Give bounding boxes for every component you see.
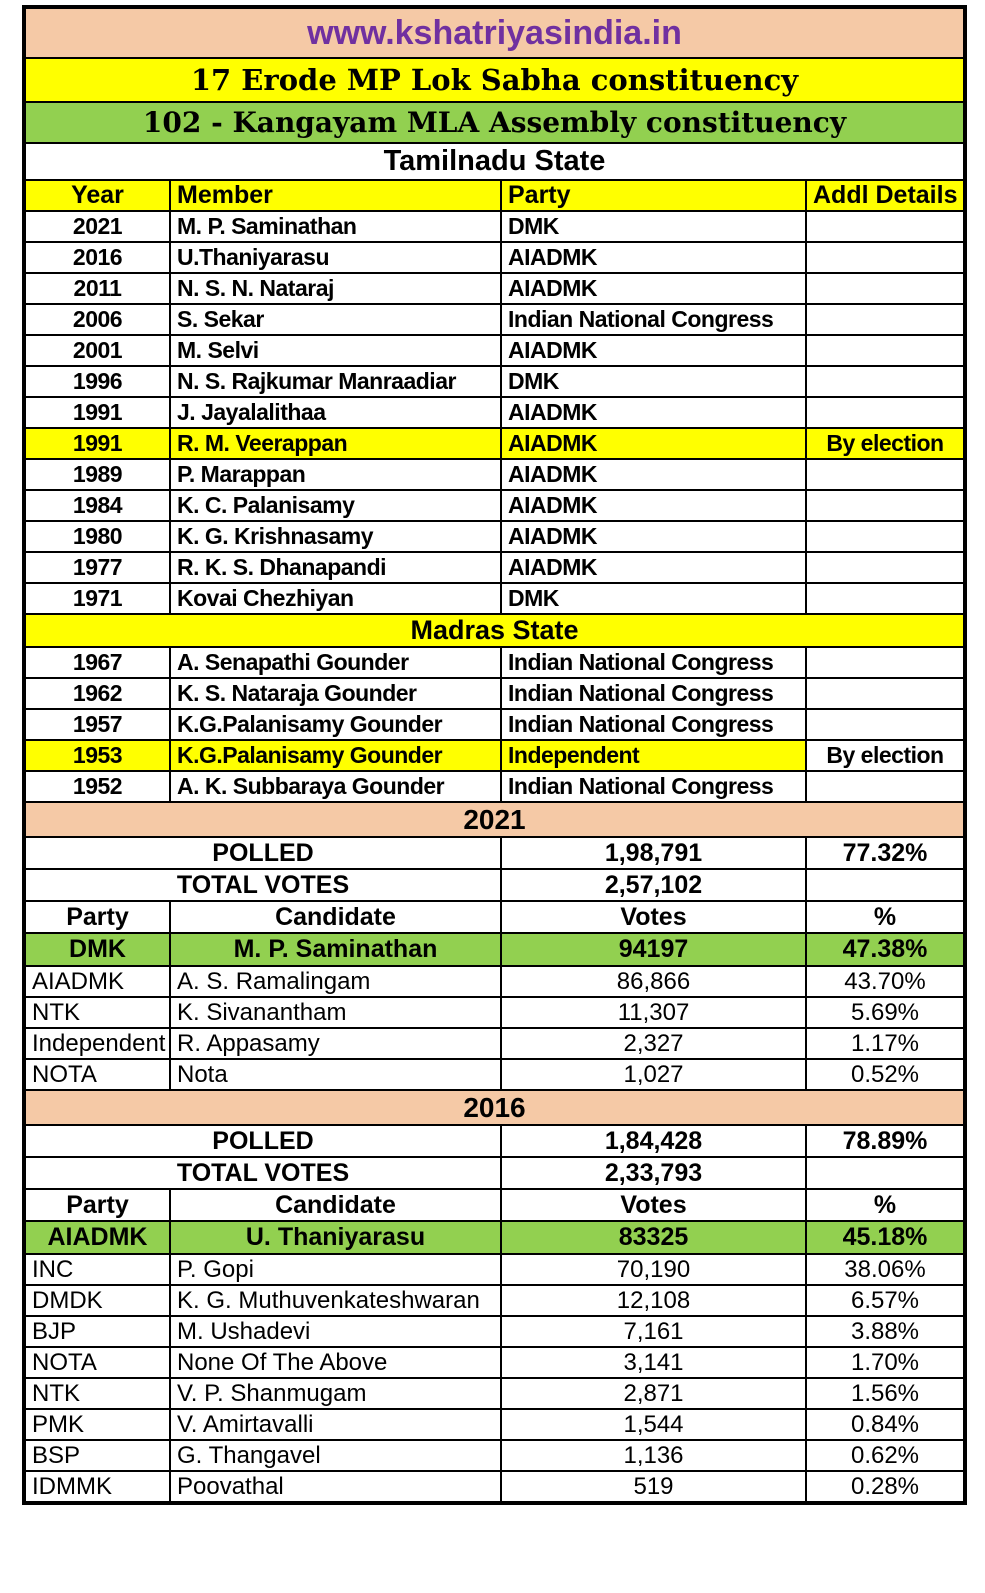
- year-header: Year: [24, 180, 170, 211]
- polled-row-2021: [24, 837, 965, 869]
- member-cell: A. Senapathi Gounder: [170, 647, 501, 678]
- party-cell: AIADMK: [501, 552, 806, 583]
- candidate-cell: A. S. Ramalingam: [170, 966, 501, 997]
- addl-cell: [806, 552, 965, 583]
- member-row: [24, 490, 965, 521]
- polled-votes: 1,98,791: [501, 837, 806, 869]
- election-2021-header-row: [24, 802, 965, 837]
- results-header-row-2016: [24, 1189, 965, 1221]
- member-row: [24, 397, 965, 428]
- winner-row-2016: [24, 1221, 965, 1254]
- total-votes-value: 2,33,793: [501, 1157, 806, 1189]
- candidate-cell: R. Appasamy: [170, 1028, 501, 1059]
- candidate-header: Candidate: [170, 901, 501, 933]
- year-cell: 2006: [24, 304, 170, 335]
- total-votes-pct: [806, 869, 965, 901]
- pct-cell: 0.52%: [806, 1059, 965, 1090]
- addl-cell: [806, 211, 965, 242]
- member-cell: K. G. Krishnasamy: [170, 521, 501, 552]
- member-row: [24, 709, 965, 740]
- addl-cell: [806, 304, 965, 335]
- member-cell: N. S. Rajkumar Manraadiar: [170, 366, 501, 397]
- party-cell: IDMMK: [24, 1471, 170, 1503]
- polled-pct: 77.32%: [806, 837, 965, 869]
- pct-cell: 1.70%: [806, 1347, 965, 1378]
- candidate-cell: V. Amirtavalli: [170, 1409, 501, 1440]
- site-banner-row: [24, 7, 965, 58]
- total-votes-value: 2,57,102: [501, 869, 806, 901]
- member-row: [24, 647, 965, 678]
- addl-cell: By election: [806, 428, 965, 459]
- madras-state-title: Madras State: [24, 614, 965, 647]
- party-cell: NTK: [24, 1378, 170, 1409]
- winner-pct: 47.38%: [806, 933, 965, 966]
- pct-cell: 0.84%: [806, 1409, 965, 1440]
- party-cell: Indian National Congress: [501, 771, 806, 802]
- votes-cell: 2,871: [501, 1378, 806, 1409]
- member-cell: K. C. Palanisamy: [170, 490, 501, 521]
- winner-votes: 83325: [501, 1221, 806, 1254]
- winner-party: AIADMK: [24, 1221, 170, 1254]
- member-cell: K. S. Nataraja Gounder: [170, 678, 501, 709]
- total-votes-label: TOTAL VOTES: [24, 1157, 501, 1189]
- party-cell: AIADMK: [501, 459, 806, 490]
- party-cell: AIADMK: [501, 428, 806, 459]
- candidate-cell: V. P. Shanmugam: [170, 1378, 501, 1409]
- member-row-byelection: [24, 740, 965, 771]
- winner-row-2021: [24, 933, 965, 966]
- candidate-cell: K. G. Muthuvenkateshwaran: [170, 1285, 501, 1316]
- addl-cell: [806, 273, 965, 304]
- member-cell: Kovai Chezhiyan: [170, 583, 501, 614]
- result-row: [24, 997, 965, 1028]
- member-row: [24, 583, 965, 614]
- year-cell: 1957: [24, 709, 170, 740]
- member-cell: J. Jayalalithaa: [170, 397, 501, 428]
- result-row: [24, 1028, 965, 1059]
- member-row-byelection: [24, 428, 965, 459]
- party-cell: AIADMK: [501, 397, 806, 428]
- result-row: [24, 1059, 965, 1090]
- party-cell: PMK: [24, 1409, 170, 1440]
- member-row: [24, 211, 965, 242]
- party-cell: DMK: [501, 211, 806, 242]
- result-row: [24, 1471, 965, 1503]
- pct-cell: 43.70%: [806, 966, 965, 997]
- candidate-cell: P. Gopi: [170, 1254, 501, 1285]
- state-title-row: [24, 143, 965, 180]
- candidate-cell: Nota: [170, 1059, 501, 1090]
- member-cell: M. Selvi: [170, 335, 501, 366]
- member-cell: S. Sekar: [170, 304, 501, 335]
- candidate-cell: None Of The Above: [170, 1347, 501, 1378]
- party-cell: Independent: [24, 1028, 170, 1059]
- party-cell: DMK: [501, 366, 806, 397]
- votes-cell: 11,307: [501, 997, 806, 1028]
- votes-cell: 3,141: [501, 1347, 806, 1378]
- result-row: [24, 966, 965, 997]
- party-cell: AIADMK: [24, 966, 170, 997]
- candidate-cell: K. Sivanantham: [170, 997, 501, 1028]
- year-cell: 2011: [24, 273, 170, 304]
- pct-header: %: [806, 1189, 965, 1221]
- member-row: [24, 304, 965, 335]
- addl-cell: By election: [806, 740, 965, 771]
- addl-cell: [806, 490, 965, 521]
- addl-cell: [806, 335, 965, 366]
- party-cell: DMDK: [24, 1285, 170, 1316]
- addl-cell: [806, 459, 965, 490]
- votes-cell: 12,108: [501, 1285, 806, 1316]
- member-row: [24, 459, 965, 490]
- winner-pct: 45.18%: [806, 1221, 965, 1254]
- party-cell: Indian National Congress: [501, 304, 806, 335]
- year-cell: 1953: [24, 740, 170, 771]
- party-header: Party: [24, 901, 170, 933]
- year-cell: 1967: [24, 647, 170, 678]
- result-row: [24, 1378, 965, 1409]
- party-cell: AIADMK: [501, 490, 806, 521]
- result-row: [24, 1316, 965, 1347]
- party-cell: Indian National Congress: [501, 647, 806, 678]
- votes-header: Votes: [501, 1189, 806, 1221]
- member-cell: A. K. Subbaraya Gounder: [170, 771, 501, 802]
- election-2016-title: 2016: [24, 1090, 965, 1125]
- election-2016-header-row: [24, 1090, 965, 1125]
- member-cell: U.Thaniyarasu: [170, 242, 501, 273]
- year-cell: 1977: [24, 552, 170, 583]
- results-header-row-2021: [24, 901, 965, 933]
- member-row: [24, 242, 965, 273]
- candidate-cell: M. Ushadevi: [170, 1316, 501, 1347]
- addl-cell: [806, 771, 965, 802]
- votes-cell: 1,027: [501, 1059, 806, 1090]
- party-cell: NOTA: [24, 1059, 170, 1090]
- party-cell: AIADMK: [501, 242, 806, 273]
- candidate-header: Candidate: [170, 1189, 501, 1221]
- addl-cell: [806, 366, 965, 397]
- pct-cell: 6.57%: [806, 1285, 965, 1316]
- polled-label: POLLED: [24, 837, 501, 869]
- mla-constituency-row: [24, 102, 965, 143]
- year-cell: 1996: [24, 366, 170, 397]
- votes-cell: 7,161: [501, 1316, 806, 1347]
- election-2021-title: 2021: [24, 802, 965, 837]
- votes-cell: 1,136: [501, 1440, 806, 1471]
- polled-row-2016: [24, 1125, 965, 1157]
- addl-cell: [806, 397, 965, 428]
- year-cell: 1989: [24, 459, 170, 490]
- member-cell: P. Marappan: [170, 459, 501, 490]
- party-cell: Indian National Congress: [501, 709, 806, 740]
- member-cell: R. M. Veerappan: [170, 428, 501, 459]
- winner-candidate: M. P. Saminathan: [170, 933, 501, 966]
- year-cell: 2021: [24, 211, 170, 242]
- party-header: Party: [24, 1189, 170, 1221]
- party-cell: AIADMK: [501, 273, 806, 304]
- result-row: [24, 1440, 965, 1471]
- member-row: [24, 335, 965, 366]
- party-cell: BJP: [24, 1316, 170, 1347]
- party-cell: AIADMK: [501, 521, 806, 552]
- party-cell: Indian National Congress: [501, 678, 806, 709]
- member-cell: K.G.Palanisamy Gounder: [170, 709, 501, 740]
- pct-cell: 3.88%: [806, 1316, 965, 1347]
- tamilnadu-state-title: Tamilnadu State: [24, 143, 965, 180]
- madras-state-row: [24, 614, 965, 647]
- winner-party: DMK: [24, 933, 170, 966]
- pct-cell: 1.56%: [806, 1378, 965, 1409]
- pct-cell: 0.62%: [806, 1440, 965, 1471]
- addl-cell: [806, 583, 965, 614]
- votes-cell: 86,866: [501, 966, 806, 997]
- votes-cell: 2,327: [501, 1028, 806, 1059]
- party-cell: DMK: [501, 583, 806, 614]
- member-row: [24, 273, 965, 304]
- member-cell: N. S. N. Nataraj: [170, 273, 501, 304]
- year-cell: 2001: [24, 335, 170, 366]
- party-cell: NTK: [24, 997, 170, 1028]
- total-votes-row-2016: [24, 1157, 965, 1189]
- result-row: [24, 1409, 965, 1440]
- party-cell: BSP: [24, 1440, 170, 1471]
- addl-cell: [806, 242, 965, 273]
- party-cell: AIADMK: [501, 335, 806, 366]
- members-header-row: [24, 180, 965, 211]
- votes-cell: 70,190: [501, 1254, 806, 1285]
- result-row: [24, 1254, 965, 1285]
- mp-constituency-row: [24, 58, 965, 102]
- party-cell: NOTA: [24, 1347, 170, 1378]
- year-cell: 2016: [24, 242, 170, 273]
- votes-cell: 1,544: [501, 1409, 806, 1440]
- year-cell: 1952: [24, 771, 170, 802]
- result-row: [24, 1347, 965, 1378]
- year-cell: 1991: [24, 397, 170, 428]
- member-cell: K.G.Palanisamy Gounder: [170, 740, 501, 771]
- total-votes-pct: [806, 1157, 965, 1189]
- winner-candidate: U. Thaniyarasu: [170, 1221, 501, 1254]
- addl-cell: [806, 678, 965, 709]
- party-cell: INC: [24, 1254, 170, 1285]
- year-cell: 1984: [24, 490, 170, 521]
- polled-label: POLLED: [24, 1125, 501, 1157]
- member-cell: M. P. Saminathan: [170, 211, 501, 242]
- candidate-cell: Poovathal: [170, 1471, 501, 1503]
- member-row: [24, 678, 965, 709]
- member-header: Member: [170, 180, 501, 211]
- site-url-text: www.kshatriyasindia.in: [24, 7, 965, 58]
- year-cell: 1971: [24, 583, 170, 614]
- member-row: [24, 521, 965, 552]
- polled-pct: 78.89%: [806, 1125, 965, 1157]
- addl-cell: [806, 521, 965, 552]
- mla-constituency-title: 102 - Kangayam MLA Assembly constituency: [24, 102, 965, 143]
- addl-details-header: Addl Details: [806, 180, 965, 211]
- member-row: [24, 552, 965, 583]
- year-cell: 1980: [24, 521, 170, 552]
- polled-votes: 1,84,428: [501, 1125, 806, 1157]
- candidate-cell: G. Thangavel: [170, 1440, 501, 1471]
- addl-cell: [806, 709, 965, 740]
- member-row: [24, 366, 965, 397]
- pct-header: %: [806, 901, 965, 933]
- result-row: [24, 1285, 965, 1316]
- member-row: [24, 771, 965, 802]
- party-cell: Independent: [501, 740, 806, 771]
- total-votes-label: TOTAL VOTES: [24, 869, 501, 901]
- pct-cell: 5.69%: [806, 997, 965, 1028]
- election-history-table: [22, 5, 963, 1505]
- pct-cell: 38.06%: [806, 1254, 965, 1285]
- addl-cell: [806, 647, 965, 678]
- pct-cell: 1.17%: [806, 1028, 965, 1059]
- pct-cell: 0.28%: [806, 1471, 965, 1503]
- year-cell: 1991: [24, 428, 170, 459]
- votes-header: Votes: [501, 901, 806, 933]
- member-cell: R. K. S. Dhanapandi: [170, 552, 501, 583]
- mp-constituency-title: 17 Erode MP Lok Sabha constituency: [24, 58, 965, 102]
- total-votes-row-2021: [24, 869, 965, 901]
- votes-cell: 519: [501, 1471, 806, 1503]
- year-cell: 1962: [24, 678, 170, 709]
- winner-votes: 94197: [501, 933, 806, 966]
- party-header: Party: [501, 180, 806, 211]
